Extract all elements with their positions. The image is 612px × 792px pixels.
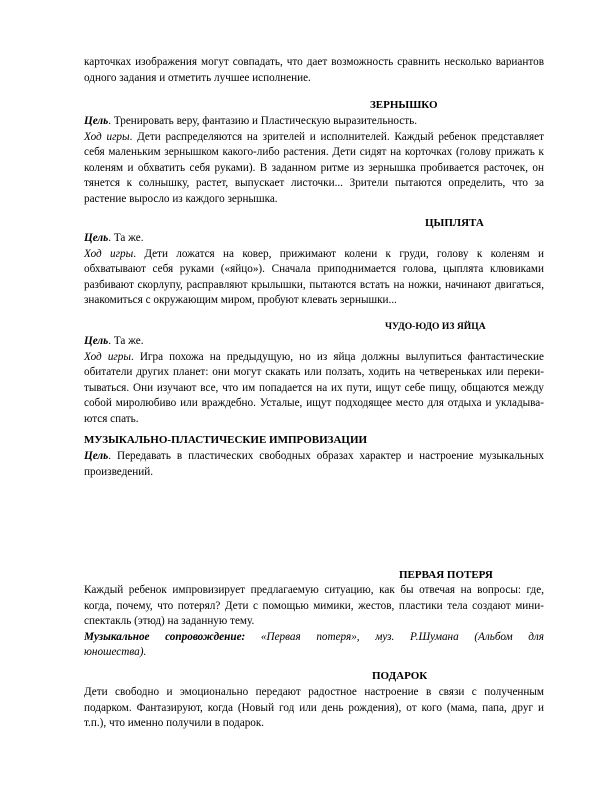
section-title-poterya: ПЕРВАЯ ПОТЕРЯ	[399, 569, 493, 581]
section-chudo	[84, 334, 544, 428]
goal-line: произведений.	[84, 465, 154, 478]
body-line: Дети свободно и эмоционально передают радостное настроение в связи с полученным	[84, 686, 544, 698]
game-line: тянется к солнышку, растет, выпускает листочки... Зрители пытаются определить, что за	[84, 177, 544, 190]
game-line: обхватывают себя руками («яйцо»). Сначала приподнимается голова, цыплята клювиками	[84, 263, 544, 276]
body-line: т.п.), что именно получили в подарок.	[84, 717, 265, 730]
game-line: тываться. Они изучают все, что им попадается на их пути, ищут себе пищу, общаются между	[84, 381, 544, 394]
section-title-podarok: ПОДАРОК	[372, 670, 428, 682]
body-line: спектакль (этюд) на заданную тему.	[84, 615, 255, 628]
goal-label: Цель	[84, 450, 109, 462]
game-line: ются спать.	[84, 412, 139, 425]
body-line: когда, почему, что потерял? Дети с помощью мимики, жестов, пластики тела создают мини-	[84, 599, 544, 612]
music-line: «Первая потеря», муз. Р.Шумана (Альбом для	[245, 630, 544, 643]
game-line: . Дети распределяются на зрителей и исполнителей. Каждый ребенок представляет	[129, 130, 544, 143]
section-title-zernyshko: ЗЕРНЫШКО	[370, 99, 438, 111]
section-title-chudo: ЧУДО-ЮДО ИЗ ЯЙЦА	[385, 321, 486, 332]
intro-paragraph	[84, 55, 544, 86]
section-zernyshko	[84, 114, 544, 208]
goal-label: Цель	[84, 232, 109, 244]
section-tsyplyata	[84, 231, 544, 309]
game-label: Ход игры	[84, 130, 130, 143]
body-line: Каждый ребенок импровизирует предлагаемую ситуацию, как бы отвечая на вопросы: где,	[84, 584, 544, 596]
game-line: знакомиться с окружающим миром, пробуют клевать зернышки...	[84, 294, 397, 307]
game-line: собой миролюбиво или враждебно. Усталые, ищут подходящее место для отдыха и укладыва-	[84, 397, 544, 410]
intro-line: одного задания и отметить лучшее исполнение.	[84, 71, 311, 84]
game-label: Ход игры	[84, 350, 131, 363]
music-label: Музыкальное сопровождение:	[84, 630, 246, 643]
goal-text: . Та же.	[108, 232, 144, 244]
section-muz	[84, 449, 544, 480]
game-line: растение выросло из каждого зернышка.	[84, 192, 278, 205]
goal-label: Цель	[84, 115, 109, 127]
game-line: себя маленьким зернышком какого-либо растения. Дети сидят на корточках (голову прижать к	[84, 146, 544, 159]
body-line: подарком. Фантазируют, когда (Новый год или день рождения), от кого (мама, папа, друг и	[84, 701, 544, 714]
game-label: Ход игры	[84, 247, 134, 260]
game-line: . Игра похожа на предыдущую, но из яйца должны вылупиться фантастические	[130, 350, 544, 363]
game-line: обитатели других планет: они могут скакать или ползать, ходить на четвереньках или переки-	[84, 366, 544, 379]
section-podarok	[84, 685, 544, 732]
goal-text: . Та же.	[108, 335, 144, 347]
goal-text: . Тренировать веру, фантазию и Пластическую выразительность.	[108, 115, 418, 127]
goal-label: Цель	[84, 335, 109, 347]
section-title-tsyplyata: ЦЫПЛЯТА	[425, 217, 484, 229]
section-poterya	[84, 583, 544, 661]
game-line: коленям и обхватить себя руками). В заданном ритме из зернышка пробивается расточек, он	[84, 161, 544, 174]
music-line: юношества).	[84, 646, 147, 659]
section-title-muz: МУЗЫКАЛЬНО-ПЛАСТИЧЕСКИЕ ИМПРОВИЗАЦИИ	[84, 434, 368, 446]
game-line: . Дети ложатся на ковер, прижимают колени к груди, голову к коленям и	[133, 247, 544, 260]
goal-line: . Передавать в пластических свободных образах характер и настроение музыкальных	[108, 450, 544, 462]
intro-line: карточках изображения могут совпадать, что дает возможность сравнить несколько вариантов	[84, 56, 544, 68]
game-line: разбивают скорлупу, расправляют крылышки, пытаются встать на ножки, начинают двигаться,	[84, 278, 544, 291]
